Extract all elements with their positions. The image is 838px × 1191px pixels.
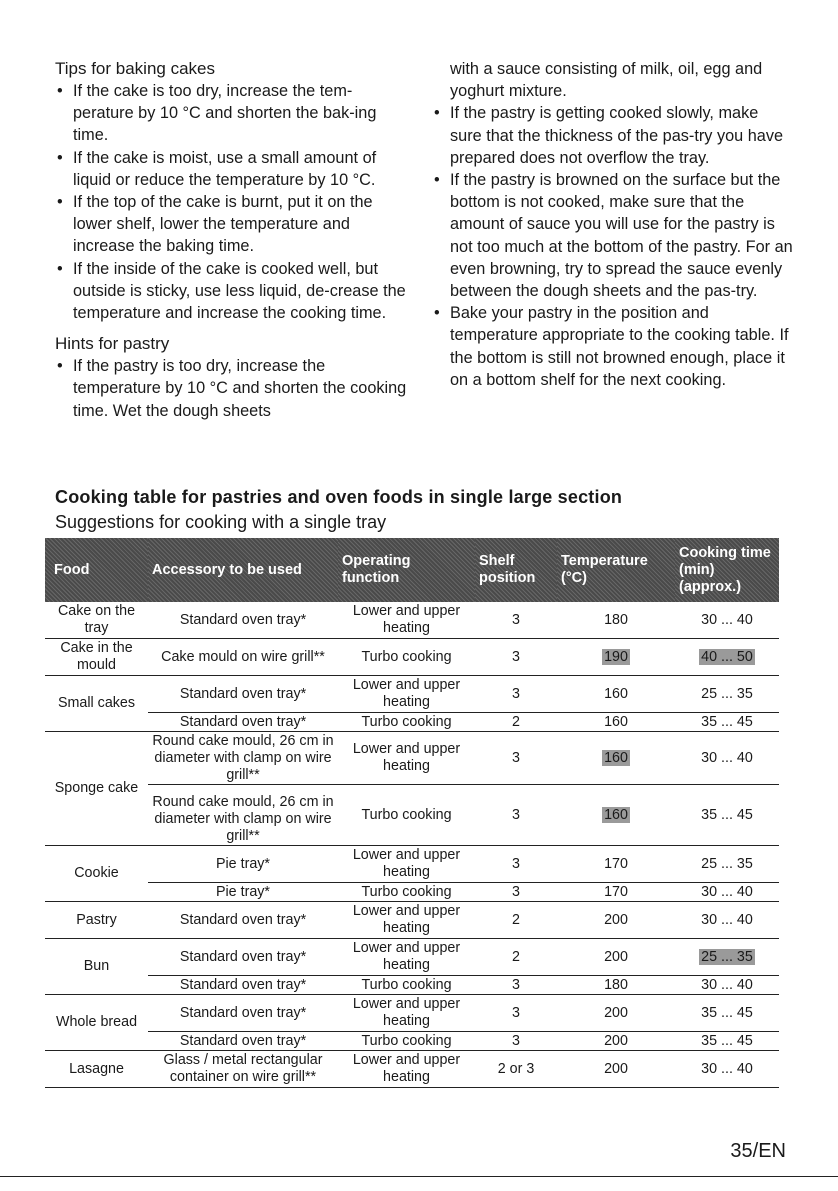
page-number: 35/EN (730, 1140, 786, 1162)
cell-accessory: Standard oven tray* (148, 939, 338, 976)
cell-temperature: 160 (557, 676, 675, 713)
cell-accessory: Standard oven tray* (148, 902, 338, 939)
cell-accessory: Standard oven tray* (148, 1032, 338, 1051)
cell-accessory: Pie tray* (148, 846, 338, 883)
cell-accessory: Standard oven tray* (148, 676, 338, 713)
cell-function: Lower and upper heating (338, 602, 475, 639)
cell-shelf: 3 (475, 976, 557, 995)
list-item: • If the pastry is browned on the surface but the bottom is not cooked, make sure that the amount of sauce you will use for the pastry is not too much at the bottom of the pastry. For an even browning, try to spread the sauce evenly between the dough sheets and the pas-try. (432, 169, 794, 302)
left-column (55, 58, 410, 422)
table-row (45, 676, 779, 713)
cell-function: Lower and upper heating (338, 902, 475, 939)
cell-function: Turbo cooking (338, 976, 475, 995)
list-item: • If the cake is moist, use a small amount of liquid or reduce the temperature by 10 °C. (55, 147, 410, 191)
header-function: Operating function (338, 538, 475, 602)
table-row (45, 995, 779, 1032)
cell-accessory: Standard oven tray* (148, 602, 338, 639)
cell-function: Turbo cooking (338, 639, 475, 676)
cell-shelf: 3 (475, 676, 557, 713)
cell-shelf: 2 or 3 (475, 1051, 557, 1088)
hints-list-continued (432, 102, 794, 391)
list-item: • If the inside of the cake is cooked well, but outside is sticky, use less liquid, de-crease the temperature and increase the cooking time. (55, 258, 410, 325)
section-subtitle: Suggestions for cooking with a single tray (55, 512, 387, 532)
cell-time: 30 ... 40 (675, 883, 779, 902)
cell-food: Pastry (45, 902, 148, 939)
cell-time: 30 ... 40 (675, 976, 779, 995)
cell-function: Lower and upper heating (338, 676, 475, 713)
list-item: • If the pastry is getting cooked slowly, make sure that the thickness of the pas-try you have prepared does not overflow the tray. (432, 102, 794, 169)
cell-temperature: 170 (557, 883, 675, 902)
cell-time (675, 639, 779, 676)
bottom-rule (0, 1176, 838, 1177)
cell-time: 25 ... 35 (675, 676, 779, 713)
table-row (45, 976, 779, 995)
cell-shelf: 2 (475, 902, 557, 939)
cell-shelf: 3 (475, 785, 557, 846)
cell-shelf: 3 (475, 995, 557, 1032)
cell-function: Turbo cooking (338, 883, 475, 902)
cell-function: Lower and upper heating (338, 732, 475, 785)
cell-food: Cookie (45, 846, 148, 902)
list-item: • If the cake is too dry, increase the tem-perature by 10 °C and shorten the bak-ing time. (55, 80, 410, 147)
header-temperature: Temperature (°C) (557, 538, 675, 602)
hints-list (55, 355, 410, 422)
cell-time: 30 ... 40 (675, 1051, 779, 1088)
cell-shelf: 3 (475, 846, 557, 883)
cell-shelf: 3 (475, 883, 557, 902)
cell-food: Small cakes (45, 676, 148, 732)
cell-time: 35 ... 45 (675, 1032, 779, 1051)
time-value: 25 ... 35 (701, 948, 753, 965)
table-row (45, 883, 779, 902)
cell-food: Cake in the mould (45, 639, 148, 676)
cooking-table (45, 538, 779, 1088)
temperature-value: 160 (604, 749, 628, 766)
cell-temperature (557, 785, 675, 846)
cell-accessory: Round cake mould, 26 cm in diameter with clamp on wire grill** (148, 732, 338, 785)
cell-time: 30 ... 40 (675, 732, 779, 785)
list-item: • If the top of the cake is burnt, put it on the lower shelf, lower the temperature and increase the baking time. (55, 191, 410, 258)
cell-temperature (557, 639, 675, 676)
header-accessory: Accessory to be used (148, 538, 338, 602)
cell-temperature: 200 (557, 995, 675, 1032)
hint-continuation: with a sauce consisting of milk, oil, egg and yoghurt mixture. (450, 60, 763, 101)
cell-temperature: 200 (557, 939, 675, 976)
cell-function: Lower and upper heating (338, 846, 475, 883)
cell-accessory: Cake mould on wire grill** (148, 639, 338, 676)
cell-temperature: 200 (557, 1032, 675, 1051)
header-time: Cooking time (min) (approx.) (675, 538, 779, 602)
cell-temperature: 200 (557, 1051, 675, 1088)
tips-heading: Tips for baking cakes (55, 59, 215, 78)
header-food: Food (45, 538, 148, 602)
table-row (45, 713, 779, 732)
cell-function: Turbo cooking (338, 785, 475, 846)
table-row (45, 939, 779, 976)
header-shelf: Shelf position (475, 538, 557, 602)
cell-function: Turbo cooking (338, 713, 475, 732)
table-row (45, 1051, 779, 1088)
cell-accessory: Standard oven tray* (148, 995, 338, 1032)
cell-time (675, 939, 779, 976)
cell-time: 30 ... 40 (675, 602, 779, 639)
tips-list (55, 80, 410, 324)
cell-time: 30 ... 40 (675, 902, 779, 939)
section-title: Cooking table for pastries and oven foods in single large section (55, 487, 623, 507)
table-row (45, 732, 779, 785)
hints-heading: Hints for pastry (55, 334, 170, 354)
cell-function: Lower and upper heating (338, 939, 475, 976)
table-row (45, 602, 779, 639)
temperature-value: 190 (604, 648, 628, 665)
cell-function: Turbo cooking (338, 1032, 475, 1051)
cell-temperature: 180 (557, 602, 675, 639)
cell-temperature (557, 732, 675, 785)
cell-accessory: Standard oven tray* (148, 713, 338, 732)
list-item: • If the pastry is too dry, increase the temperature by 10 °C and shorten the cooking time. Wet the dough sheets (55, 355, 410, 422)
cell-shelf: 3 (475, 639, 557, 676)
table-row (45, 785, 779, 846)
list-item: • Bake your pastry in the position and temperature appropriate to the cooking table. If the bottom is still not browned enough, place it on a bottom shelf for the next cooking. (432, 302, 794, 391)
table-row (45, 639, 779, 676)
cell-shelf: 3 (475, 732, 557, 785)
cell-function: Lower and upper heating (338, 995, 475, 1032)
cell-temperature: 200 (557, 902, 675, 939)
cell-food: Sponge cake (45, 732, 148, 846)
cell-food: Bun (45, 939, 148, 995)
cell-accessory: Glass / metal rectangular container on wire grill** (148, 1051, 338, 1088)
right-column (432, 58, 794, 391)
cell-food: Whole bread (45, 995, 148, 1051)
cell-function: Lower and upper heating (338, 1051, 475, 1088)
table-header-row (45, 538, 779, 602)
cell-accessory: Standard oven tray* (148, 976, 338, 995)
cell-food: Lasagne (45, 1051, 148, 1088)
cell-food: Cake on the tray (45, 602, 148, 639)
cell-time: 35 ... 45 (675, 995, 779, 1032)
cell-shelf: 3 (475, 1032, 557, 1051)
table-row (45, 1032, 779, 1051)
cell-temperature: 160 (557, 713, 675, 732)
cell-time: 35 ... 45 (675, 785, 779, 846)
cell-temperature: 180 (557, 976, 675, 995)
cell-temperature: 170 (557, 846, 675, 883)
table-row (45, 846, 779, 883)
cell-time: 25 ... 35 (675, 846, 779, 883)
table-row (45, 902, 779, 939)
cell-shelf: 2 (475, 713, 557, 732)
cell-shelf: 3 (475, 602, 557, 639)
cell-shelf: 2 (475, 939, 557, 976)
temperature-value: 160 (604, 806, 628, 823)
cell-accessory: Pie tray* (148, 883, 338, 902)
cell-time: 35 ... 45 (675, 713, 779, 732)
cell-accessory: Round cake mould, 26 cm in diameter with clamp on wire grill** (148, 785, 338, 846)
time-value: 40 ... 50 (701, 648, 753, 665)
